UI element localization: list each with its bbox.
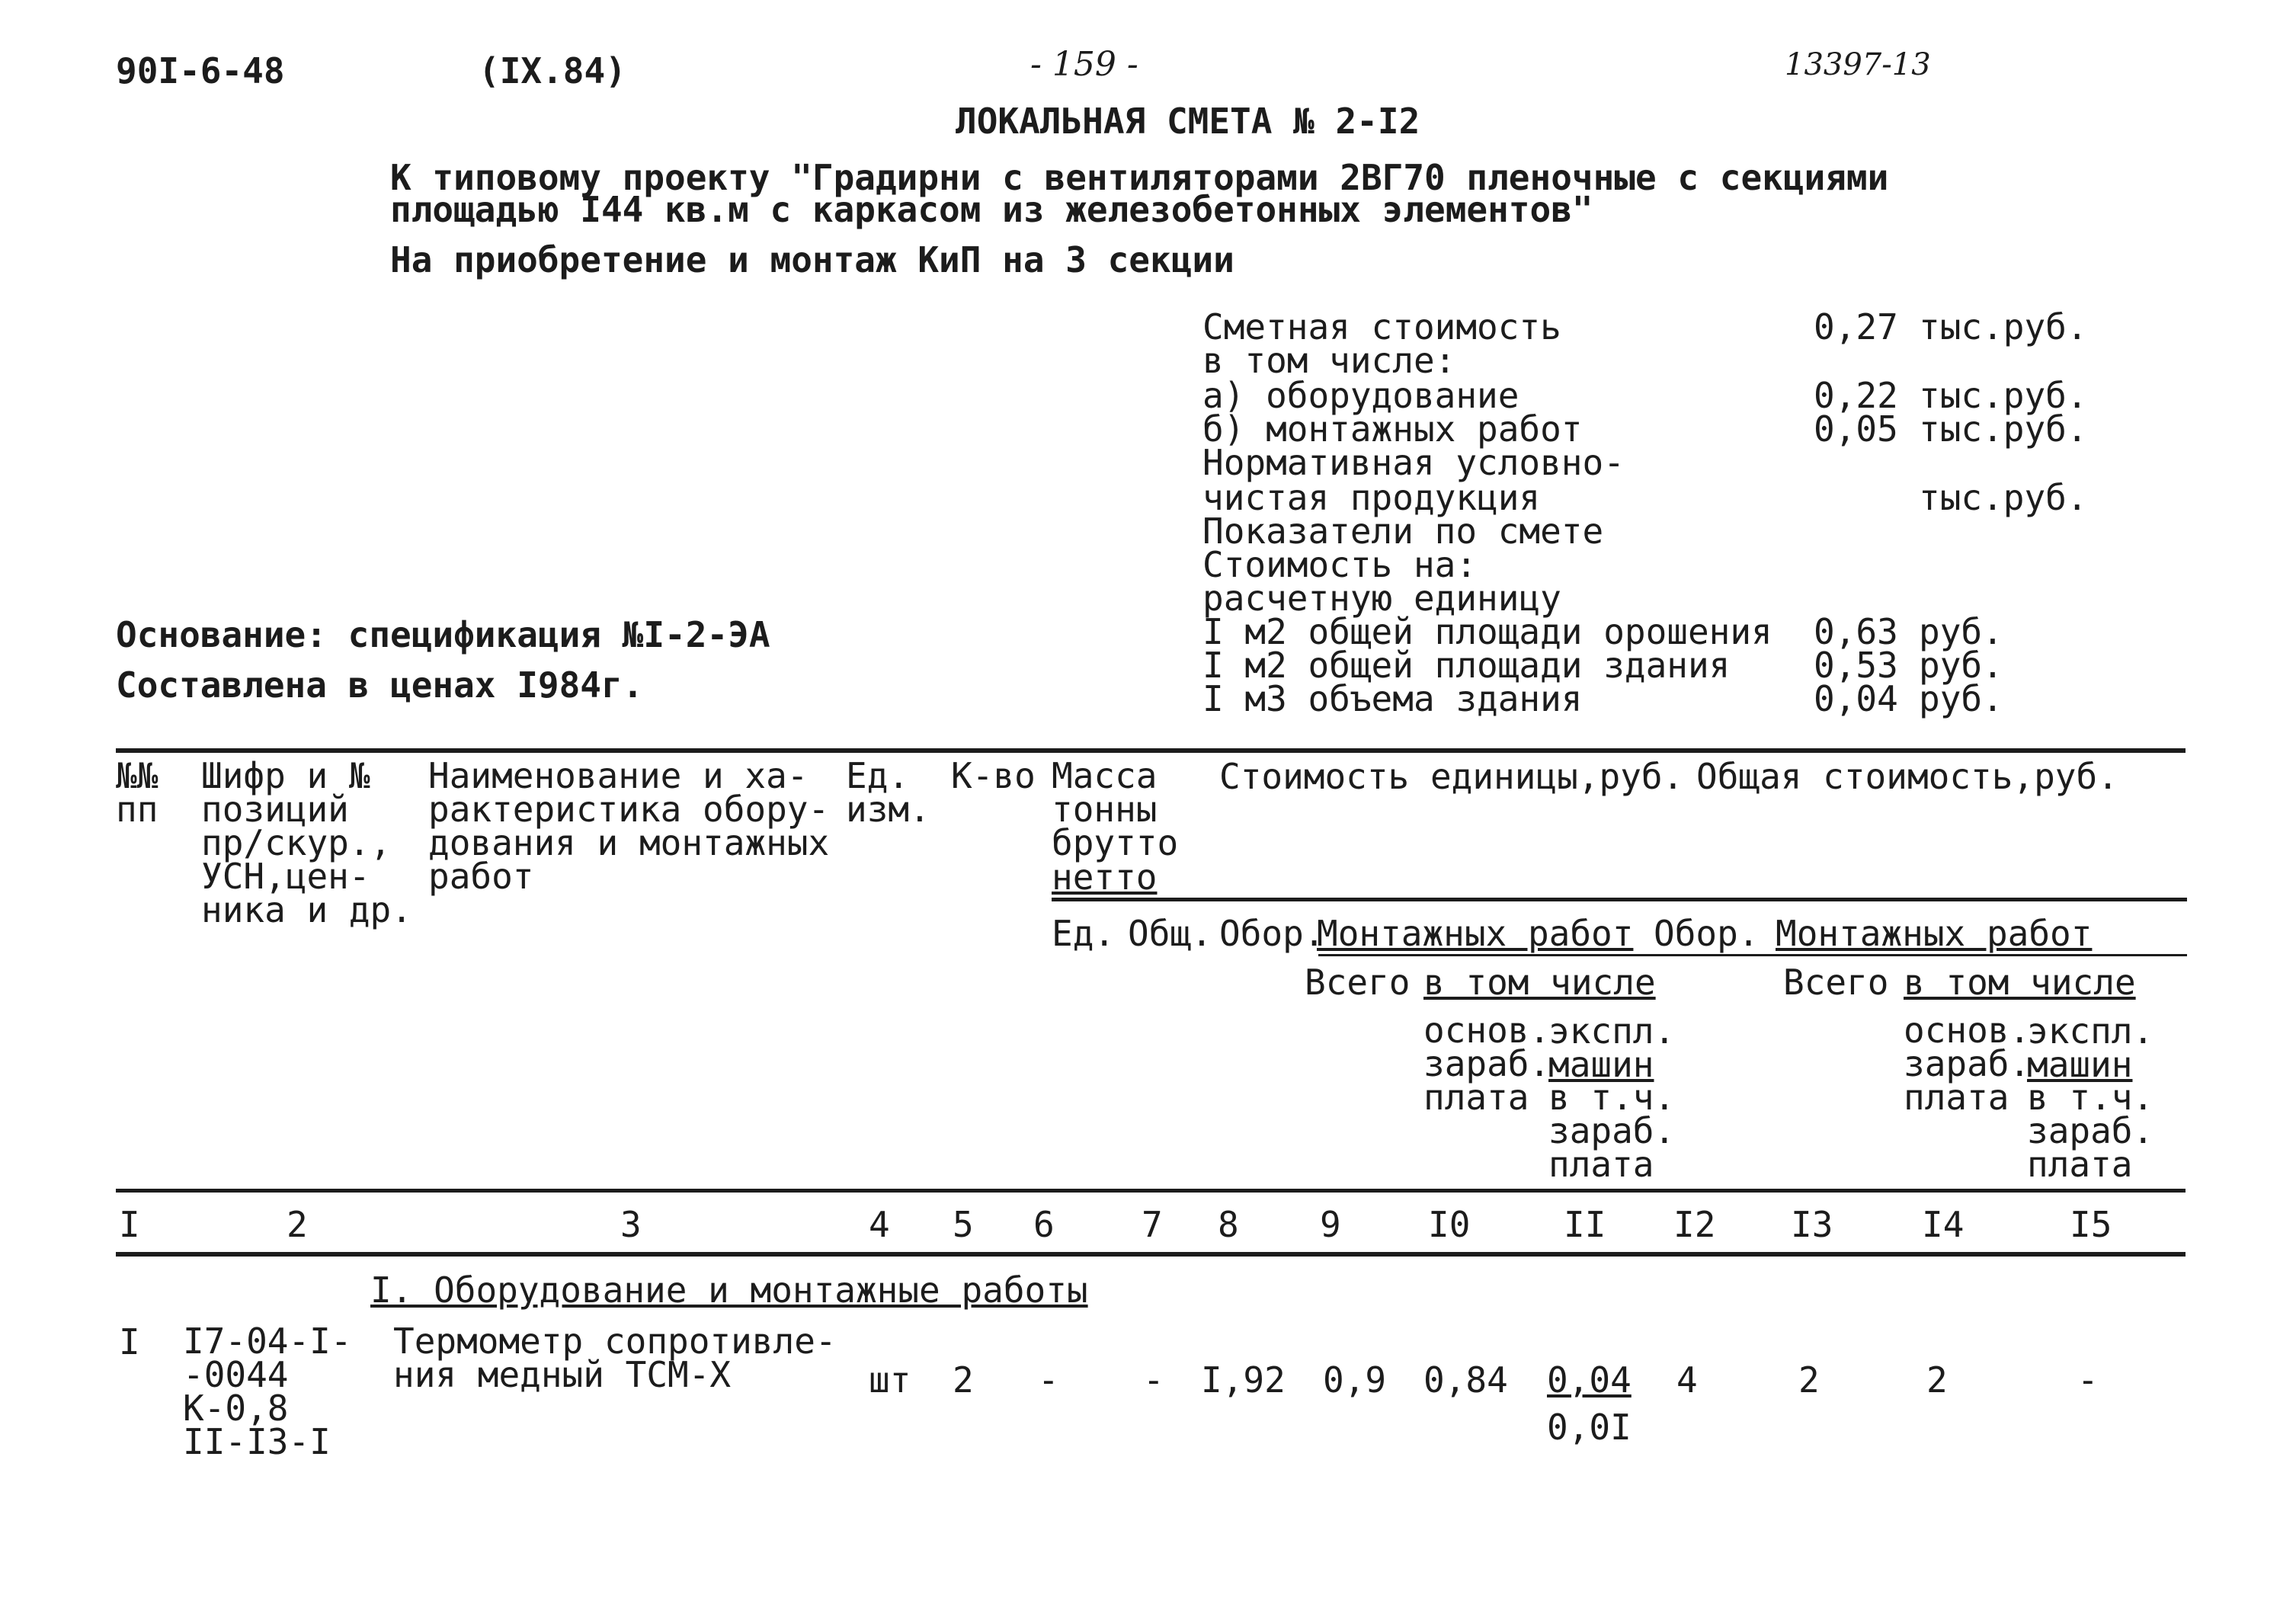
column-number: 4 (869, 1204, 890, 1245)
header-bottom-rule (116, 1189, 2186, 1193)
row-mass-total: - (1143, 1359, 1164, 1401)
project-code: 90I-6-48 (116, 50, 285, 91)
summary-label: б) монтажных работ (1202, 408, 1583, 450)
row-equipment-total: 4 (1676, 1359, 1698, 1401)
column-number: 7 (1142, 1204, 1163, 1245)
header-col-unit: Ед. изм. (846, 755, 930, 830)
summary-value: 0,22 (1814, 375, 1898, 416)
header-col-mass: Масса тонны брутто (1052, 755, 1179, 863)
row-unit: шт (869, 1359, 911, 1401)
column-number: 2 (287, 1204, 308, 1245)
summary-unit: тыс.руб. (1919, 306, 2088, 347)
summary-value: 0,53 (1814, 645, 1898, 686)
header-rule (1052, 898, 2187, 901)
summary-unit: руб. (1919, 645, 2003, 686)
summary-unit: тыс.руб. (1919, 375, 2088, 416)
header-total-unit: Всего (1305, 962, 1411, 1003)
row-base-wage-unit: 0,84 (1423, 1359, 1508, 1401)
summary-label: I м3 объема здания (1202, 678, 1583, 719)
summary-unit: тыс.руб. (1919, 477, 2088, 518)
row-number: I (119, 1321, 140, 1362)
column-number: I5 (2070, 1204, 2112, 1245)
edition: (IX.84) (479, 50, 626, 91)
section-title: I. Оборудование и монтажные работы (370, 1269, 1088, 1311)
header-machines-total-name: машин (2027, 1044, 2133, 1085)
column-number: I (119, 1204, 140, 1245)
column-number: 9 (1320, 1204, 1341, 1245)
header-mass-unit: Ед. (1052, 913, 1116, 954)
header-equipment-unit: Обор. (1219, 913, 1325, 954)
column-number: 3 (620, 1204, 642, 1245)
row-mass-unit: - (1038, 1359, 1059, 1401)
price-basis: Составлена в ценах I984г. (116, 664, 644, 706)
basis: Основание: спецификация №I-2-ЭА (116, 614, 770, 655)
document-title: ЛОКАЛЬНАЯ СМЕТА № 2-I2 (956, 101, 1420, 142)
row-base-wage-total: 2 (1926, 1359, 1948, 1401)
header-total-total: Всего (1783, 962, 1889, 1003)
column-number: I0 (1428, 1204, 1471, 1245)
archive-number: 13397-13 (1785, 47, 1931, 82)
column-number: I2 (1673, 1204, 1716, 1245)
column-number: I4 (1922, 1204, 1965, 1245)
summary-label: в том числе: (1202, 340, 1456, 381)
column-numbers-rule (116, 1252, 2186, 1257)
summary-label: Нормативная условно- (1202, 442, 1625, 483)
column-number: 6 (1033, 1204, 1055, 1245)
purpose: На приобретение и монтаж КиП на 3 секции (390, 239, 1234, 280)
column-number: I3 (1791, 1204, 1833, 1245)
summary-label: I м2 общей площади здания (1202, 645, 1731, 686)
header-col-code: Шифр и № позиций пр/скур., УСН,цен- ника и др. (201, 755, 412, 930)
header-base-wage-total: основ. зараб. плата (1904, 1010, 2031, 1118)
row-machines-unit: 0,04 (1547, 1359, 1632, 1401)
header-total-cost: Общая стоимость,руб. (1696, 756, 2118, 797)
summary-label: чистая продукция (1202, 477, 1541, 518)
page-number: - 159 - (1030, 45, 1138, 84)
header-col-name: Наименование и ха- рактеристика обору- дования и монтажных работ (428, 755, 830, 897)
column-number: 5 (953, 1204, 974, 1245)
row-qty: 2 (953, 1359, 974, 1401)
summary-label: Показатели по смете (1202, 511, 1604, 552)
row-machines-unit-wage: 0,0I (1547, 1407, 1632, 1448)
subtitle-line-1: К типовому проекту "Градирни с вентиляторами 2ВГ70 пленочные с секциями (390, 157, 1889, 198)
summary-label: расчетную единицу (1202, 578, 1561, 619)
header-including-unit: в том числе (1423, 962, 1656, 1003)
header-installation-total: Монтажных работ (1776, 913, 2093, 954)
header-equipment-total: Обор. (1654, 913, 1760, 954)
summary-value: 0,63 (1814, 611, 1898, 652)
header-rule (1318, 954, 2187, 956)
summary-unit: руб. (1919, 678, 2003, 719)
header-base-wage-unit: основ. зараб. плата (1423, 1010, 1551, 1118)
header-col-number: №№ пп (116, 755, 159, 830)
header-machines-total: экспл. (2027, 1010, 2154, 1052)
header-machines-unit-name: машин (1548, 1044, 1654, 1085)
header-machines-unit: экспл. (1548, 1010, 1676, 1052)
row-machines-total: - (2077, 1359, 2099, 1401)
header-including-total: в том числе (1904, 962, 2136, 1003)
row-name: Термометр сопротивле- ния медный ТСМ-Х (393, 1321, 837, 1395)
row-installation-total: 2 (1798, 1359, 1820, 1401)
header-unit-cost: Стоимость единицы,руб. (1219, 756, 1684, 797)
header-mass-total: Общ. (1128, 913, 1212, 954)
row-equipment-unit-cost: I,92 (1201, 1359, 1286, 1401)
header-machines-total-wage: в т.ч. зараб. плата (2027, 1077, 2154, 1185)
summary-unit: руб. (1919, 611, 2003, 652)
row-installation-total-unit: 0,9 (1323, 1359, 1387, 1401)
summary-value: 0,04 (1814, 678, 1898, 719)
summary-label: I м2 общей площади орошения (1202, 611, 1772, 652)
summary-label: Сметная стоимость (1202, 306, 1561, 347)
header-installation-unit: Монтажных работ (1317, 913, 1634, 954)
summary-label: а) оборудование (1202, 375, 1519, 416)
column-number: 8 (1218, 1204, 1239, 1245)
table-top-rule (116, 748, 2186, 753)
row-code: I7-04-I- -0044 К-0,8 II-I3-I (183, 1321, 352, 1462)
header-col-qty: К-во (951, 755, 1036, 796)
summary-unit: тыс.руб. (1919, 408, 2088, 450)
summary-value: 0,05 (1814, 408, 1898, 450)
header-machines-unit-wage: в т.ч. зараб. плата (1548, 1077, 1676, 1185)
summary-value: 0,27 (1814, 306, 1898, 347)
summary-label: Стоимость на: (1202, 544, 1478, 585)
header-col-mass-net: нетто (1052, 856, 1158, 898)
column-number: II (1564, 1204, 1606, 1245)
subtitle-line-2: площадью I44 кв.м с каркасом из железобетонных элементов" (390, 189, 1593, 230)
